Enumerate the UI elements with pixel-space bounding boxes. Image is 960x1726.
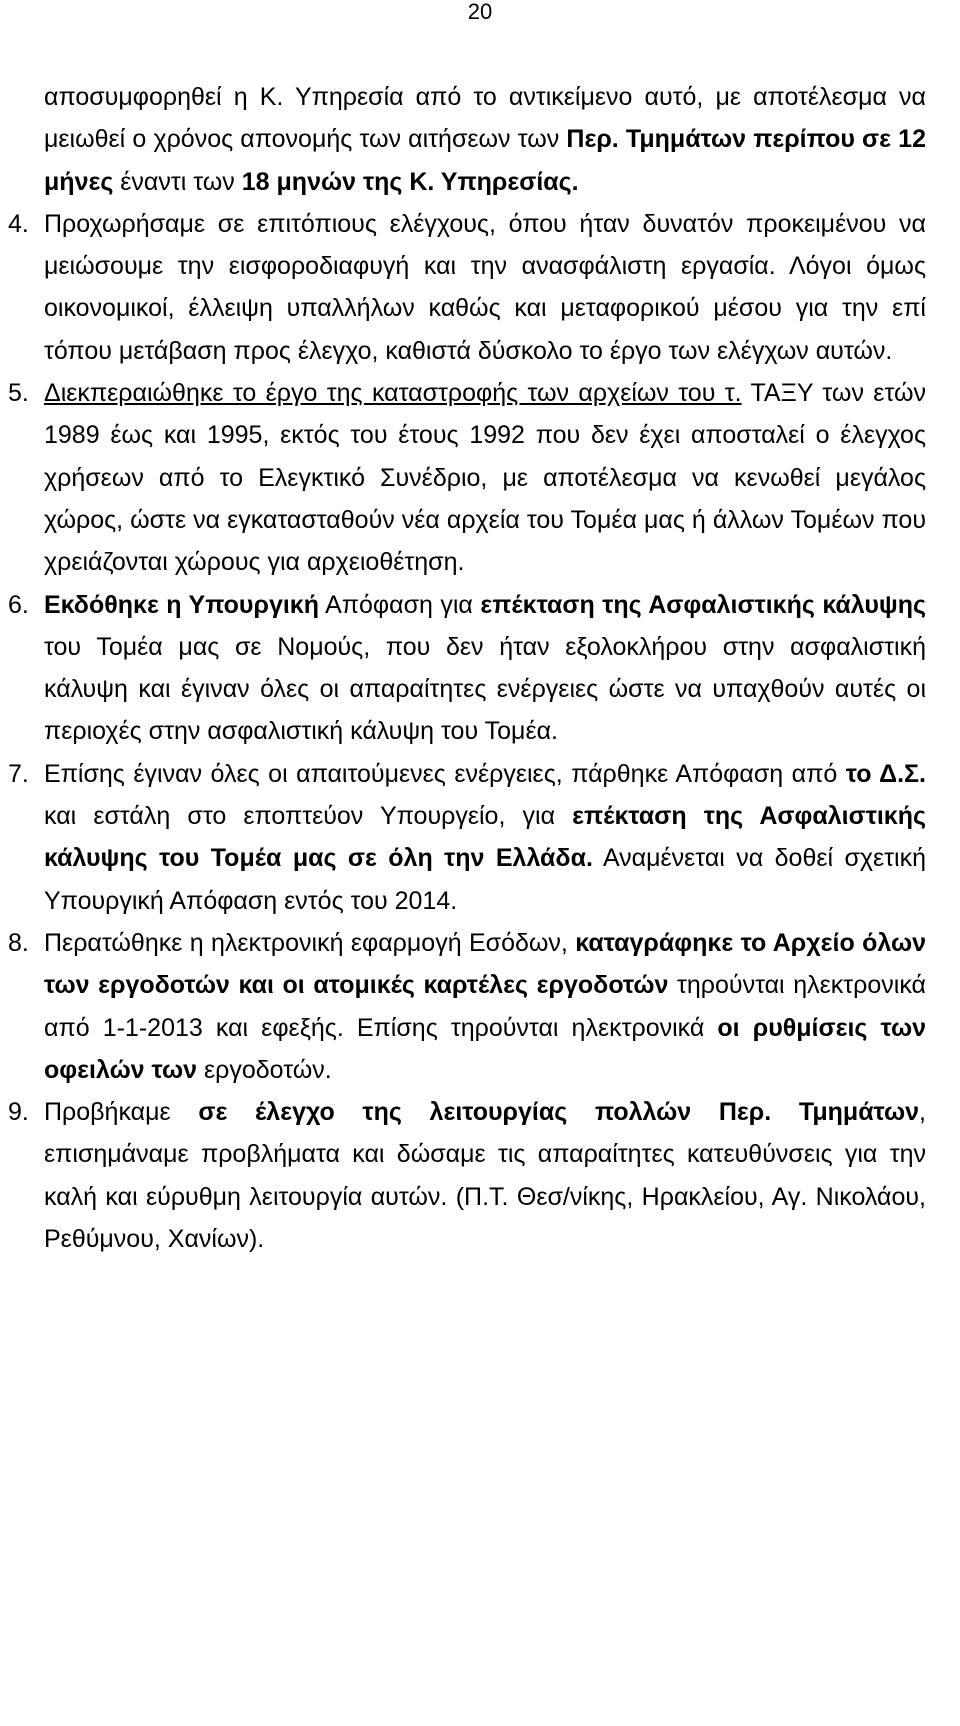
item-text-rest: ΤΑΞΥ των ετών 1989 έως και 1995, εκτός του έτους 1992 που δεν έχει αποσταλεί ο έλεγχος χρήσεων από το Ελεγκτικό Συνέδριο, με αποτέλεσμα να κενωθεί μεγάλος χώρος, ώστε να εγκατασταθούν νέα αρχεία του Τομέα μας ή άλλων Τομέων που χρειάζονται χώρους για αρχειοθέτηση. [44,379,926,577]
intro-text-2: έναντι των [113,167,242,196]
bold-text-1: το Δ.Σ. [845,759,926,788]
text-1: Προβήκαμε [44,1098,199,1127]
bold-text-1: Εκδόθηκε η Υπουργική [44,590,320,619]
item-text [44,922,926,1091]
text-1: Επίσης έγιναν όλες οι απαιτούμενες ενέργειες, πάρθηκε Απόφαση από [44,759,846,788]
list-item-7 [8,753,927,922]
underlined-text: Διεκπεραιώθηκε το έργο της καταστροφής των αρχείων του τ. [44,379,742,408]
list-item-4 [8,203,926,372]
list-item-9 [8,1091,926,1260]
item-text [44,753,926,922]
item-text [44,372,926,583]
item-text: Προχωρήσαμε σε επιτόπιους ελέγχους, όπου ήταν δυνατόν προκειμένου να μειώσουμε την εισφοροδιαφυγή και την ανασφάλιστη εργασία. Λόγοι όμως οικονομικοί, έλλειψη υπαλλήλων καθώς και μεταφορικού μέσου για την επί τόπου μετάβαση προς έλεγχο, καθιστά δύσκολο το έργο των ελέγχων αυτών. [44,209,926,365]
item-text [44,584,926,753]
item-number: 6. [8,590,29,619]
text-3: εργοδοτών. [197,1055,332,1084]
intro-paragraph [44,76,926,203]
intro-bold-1: Περ. Τμημάτων περίπου σε 12 μήνες [44,125,926,196]
text-2: του Τομέα μας σε Νομούς, που δεν ήταν εξολοκλήρου στην ασφαλιστική κάλυψη και έγιναν όλες οι απαραίτητες ενέργειες ώστε να υπαχθούν αυτές οι περιοχές στην ασφαλιστική κάλυψη του Τομέα. [44,632,926,746]
bold-text-1: σε έλεγχο της λειτουργίας πολλών Περ. Τμημάτων [198,1098,920,1127]
document-body [8,76,927,1260]
item-number: 8. [8,928,29,957]
bold-text-1: καταγράφηκε το Αρχείο όλων των εργοδοτών και οι ατομικές καρτέλες εργοδοτών [44,928,926,1000]
bold-text-2: οι ρυθμίσεις των οφειλών των [44,1013,926,1084]
text-1: Απόφαση για [319,590,481,619]
text-3: Αναμένεται να δοθεί σχετική Υπουργική Απόφαση εντός του 2014. [44,844,926,915]
text-1: Περατώθηκε η ηλεκτρονική εφαρμογή Εσόδων, [44,928,576,957]
text-2: , επισημάναμε προβλήματα και δώσαμε τις απαραίτητες κατευθύνσεις για την καλή και εύρυθμη λειτουργία αυτών. (Π.Τ. Θεσ/νίκης, Ηρακλείου, Αγ. Νικολάου, Ρεθύμνου, Χανίων). [44,1098,926,1254]
item-text [44,1091,926,1260]
bold-text-2: επέκταση της Ασφαλιστικής κάλυψης [480,590,926,619]
intro-bold-2: 18 μηνών της Κ. Υπηρεσίας. [241,167,579,196]
item-number: 7. [8,759,29,788]
item-number: 4. [8,209,29,238]
intro-text-1: αποσυμφορηθεί η Κ. Υπηρεσία από το αντικείμενο αυτό, με αποτέλεσμα να μειωθεί ο χρόνος απονομής των αιτήσεων των [44,83,926,154]
item-number: 5. [8,379,29,408]
text-2: και εστάλη στο εποπτεύον Υπουργείο, για [44,802,573,831]
page-number: 20 [467,0,493,24]
list-item-5 [8,372,926,583]
bold-text-2: επέκταση της Ασφαλιστικής κάλυψης του Τομέα μας σε όλη την Ελλάδα. [44,802,927,873]
item-number: 9. [8,1098,29,1127]
list-item-8 [8,922,926,1091]
text-2: τηρούνται ηλεκτρονικά από 1-1-2013 και εφεξής. Επίσης τηρούνται ηλεκτρονικά [44,971,926,1042]
list-item-6 [8,584,926,753]
